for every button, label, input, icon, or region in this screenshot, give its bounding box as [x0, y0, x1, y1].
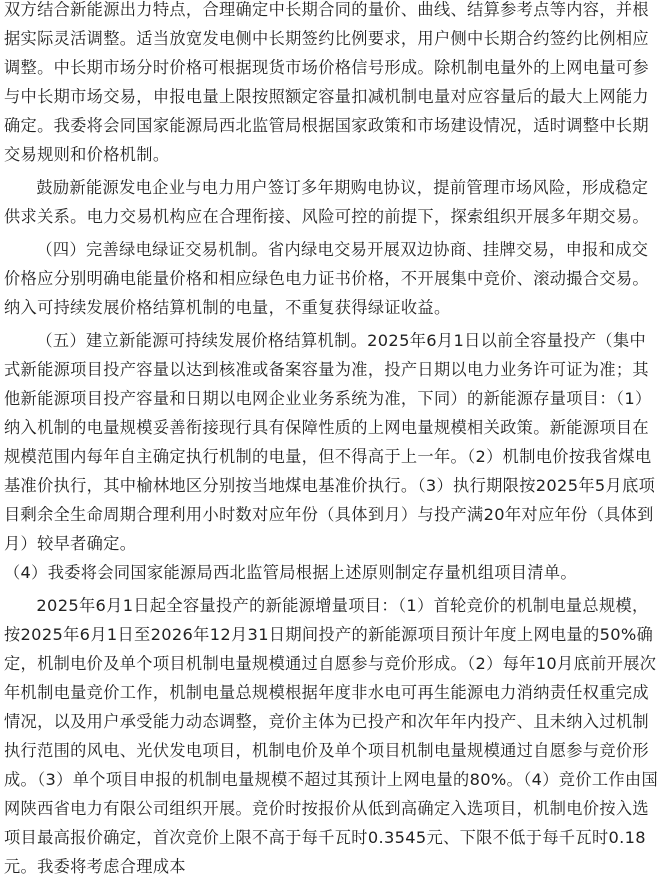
paragraph-existing-project-list: （4）我委将会同国家能源局西北监管局根据上述原则制定存量机组项目清单。 — [4, 563, 577, 582]
paragraph-green-certificate-trading: （四）完善绿电绿证交易机制。省内绿电交易开展双边协商、挂牌交易，申报和成交价格应分别明确电能量价格和相应绿色电力证书价格，不开展集中竞价、滚动撮合交易。纳入可持续发展价格结算机制的电量，不重复获得绿证收益。 — [4, 240, 649, 317]
document-body — [4, 0, 660, 881]
paragraph-incremental-projects: 2025年6月1日起全容量投产的新能源增量项目：（1）首轮竞价的机制电量总规模，按2025年6月1日至2026年12月31日期间投产的新能源项目预计年度上网电量的50%确定，机制电价及单个项目机制电量规模通过自愿参与竞价形成。（2）每年10月底前开展次年机制电量竞价工作，机制电量总规模根据年度非水电可再生能源电力消纳责任权重完成情况，以及用户承受能力动态调整，竞价主体为已投产和次年年内投产、且未纳入过机制执行范围的风电、光伏发电项目，机制电价及单个项目机制电量规模通过自愿参与竞价形成。（3）单个项目申报的机制电量规模不超过其预计上网电量的80%。（4）竞价工作由国网陕西省电力有限公司组织开展。竞价时按报价从低到高确定入选项目，机制电价按入选项目最高报价确定，首次竞价上限不高于每千瓦时0.3545元、下限不低于每千瓦时0.18元。我委将考虑合理成本 — [4, 596, 659, 876]
paragraph-price-settlement-mechanism: （五）建立新能源可持续发展价格结算机制。2025年6月1日以前全容量投产（集中式新能源项目投产容量以达到核准或备案容量为准，投产日期以电力业务许可证为准；其他新能源项目投产容量和日期以电网企业业务系统为准，下同）的新能源存量项目：（1）纳入机制的电量规模妥善衔接现行具有保障性质的上网电量规模相关政策。新能源项目在规模范围内每年自主确定执行机制的电量，但不得高于上一年。（2）机制电价按我省煤电基准价执行，其中榆林地区分别按当地煤电基准价执行。（3）执行期限按2025年5月底项目剩余全生命周期合理利用小时数对应年份（具体到月）与投产满20年对应年份（具体到月）较早者确定。 — [4, 331, 656, 553]
paragraph-medium-long-term-trading: 双方结合新能源出力特点，合理确定中长期合同的量价、曲线、结算参考点等内容，并根据实际灵活调整。适当放宽发电侧中长期签约比例要求，用户侧中长期合约签约比例相应调整。中长期市场分时价格可根据现货市场价格信号形成。除机制电量外的上网电量可参与中长期市场交易，申报电量上限按照额定容量扣减机制电量对应容量后的最大上网能力确定。我委将会同国家能源局西北监管局根据国家政策和市场建设情况，适时调整中长期交易规则和价格机制。 — [4, 0, 649, 164]
paragraph-multi-year-agreements: 鼓励新能源发电企业与电力用户签订多年期购电协议，提前管理市场风险，形成稳定供求关系。电力交易机构应在合理衔接、风险可控的前提下，探索组织开展多年期交易。 — [4, 178, 649, 226]
